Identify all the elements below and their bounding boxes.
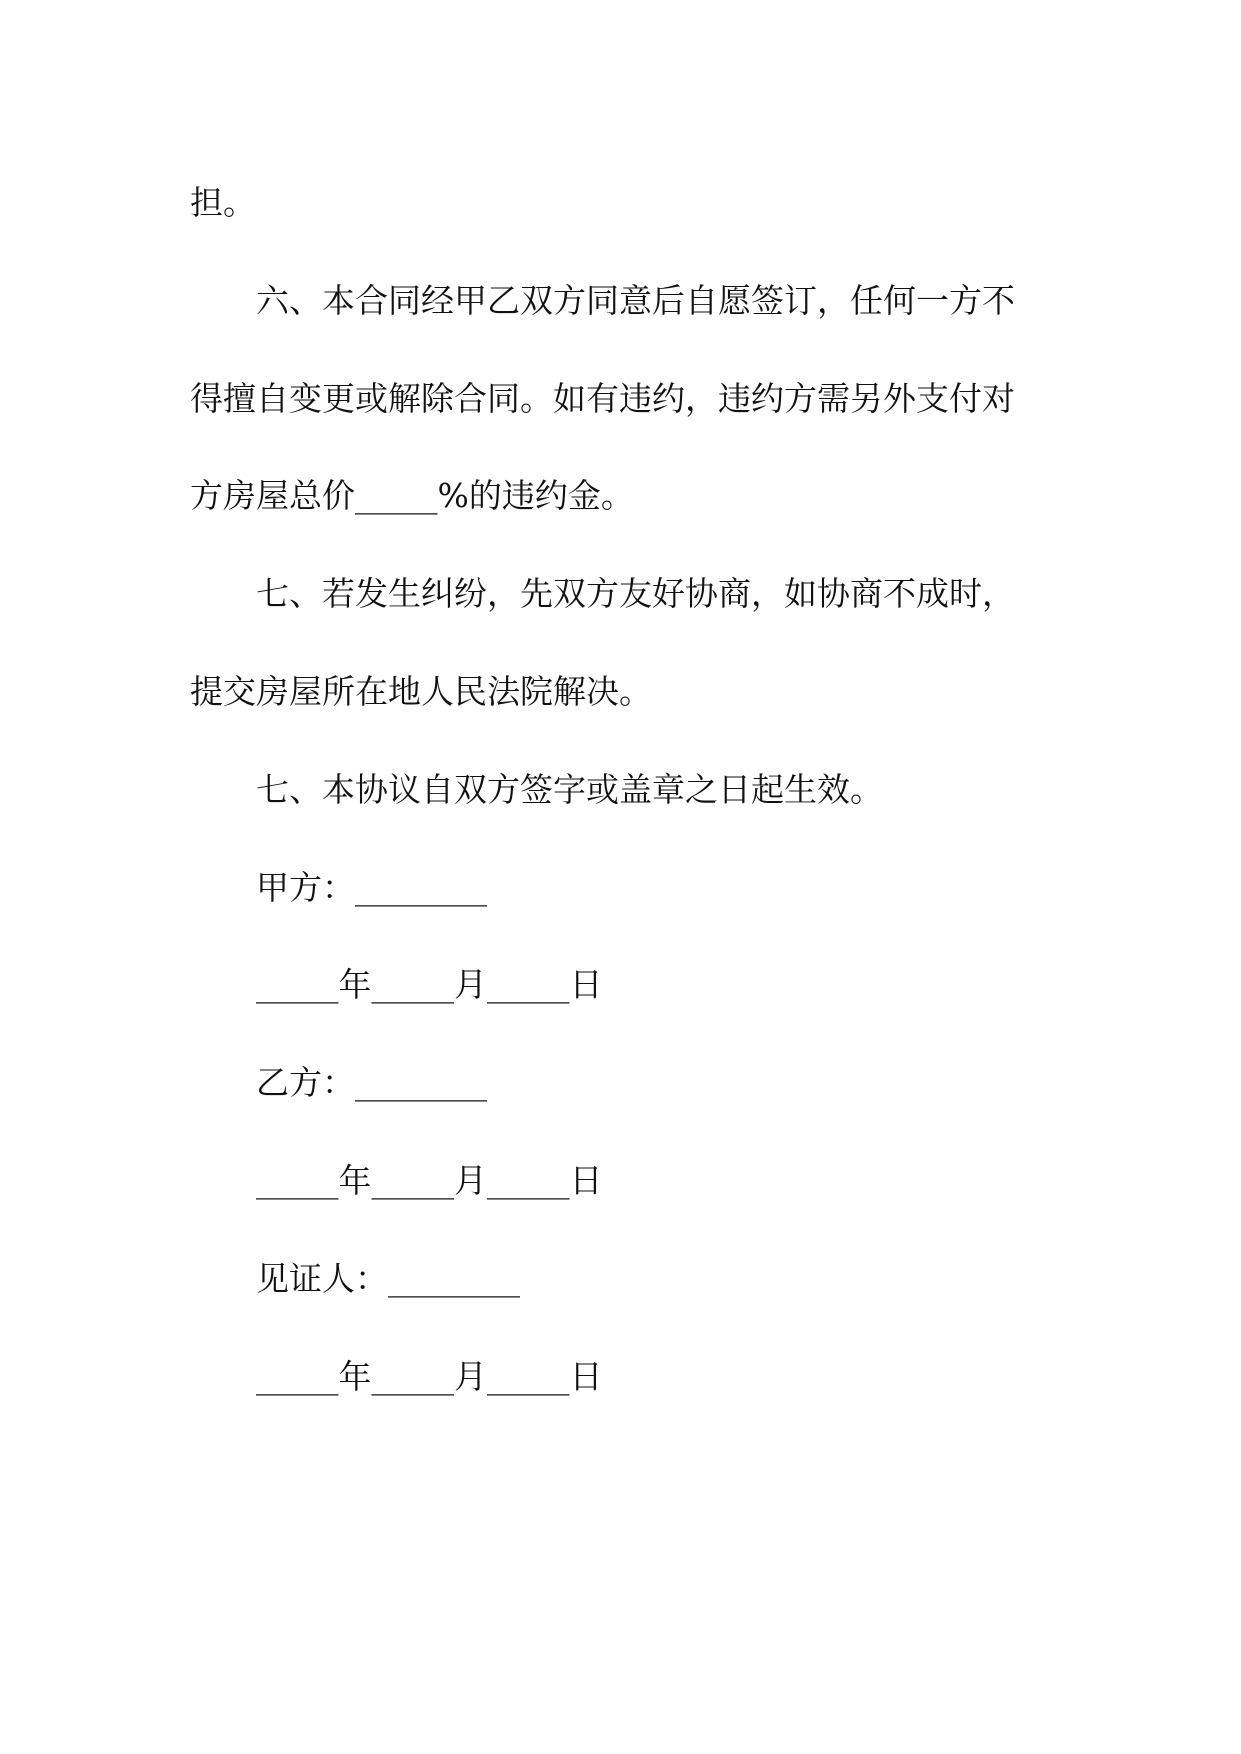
clause-seven-line-2: 提交房屋所在地人民法院解决。	[190, 671, 652, 711]
clause-effective: 七、本协议自双方签字或盖章之日起生效。	[256, 769, 883, 809]
clause-six-line-1: 六、本合同经甲乙双方同意后自愿签订，任何一方不	[256, 280, 1015, 320]
clause-six-line-2: 得擅自变更或解除合同。如有违约，违约方需另外支付对	[190, 378, 1015, 418]
party-a-signature: 甲方：________	[256, 867, 487, 907]
clause-seven-line-1: 七、若发生纠纷，先双方友好协商，如协商不成时，	[256, 574, 1015, 614]
party-b-signature: 乙方：________	[256, 1063, 487, 1103]
witness-date: _____年_____月_____日	[256, 1356, 603, 1396]
contract-text	[190, 165, 1040, 1436]
witness-signature: 见证人：________	[256, 1258, 520, 1298]
paragraph-line-continuation: 担。	[190, 183, 256, 222]
party-a-date: _____年_____月_____日	[256, 965, 603, 1005]
clause-six-line-3: 方房屋总价_____%的违约金。	[190, 476, 634, 516]
party-b-date: _____年_____月_____日	[256, 1160, 603, 1200]
